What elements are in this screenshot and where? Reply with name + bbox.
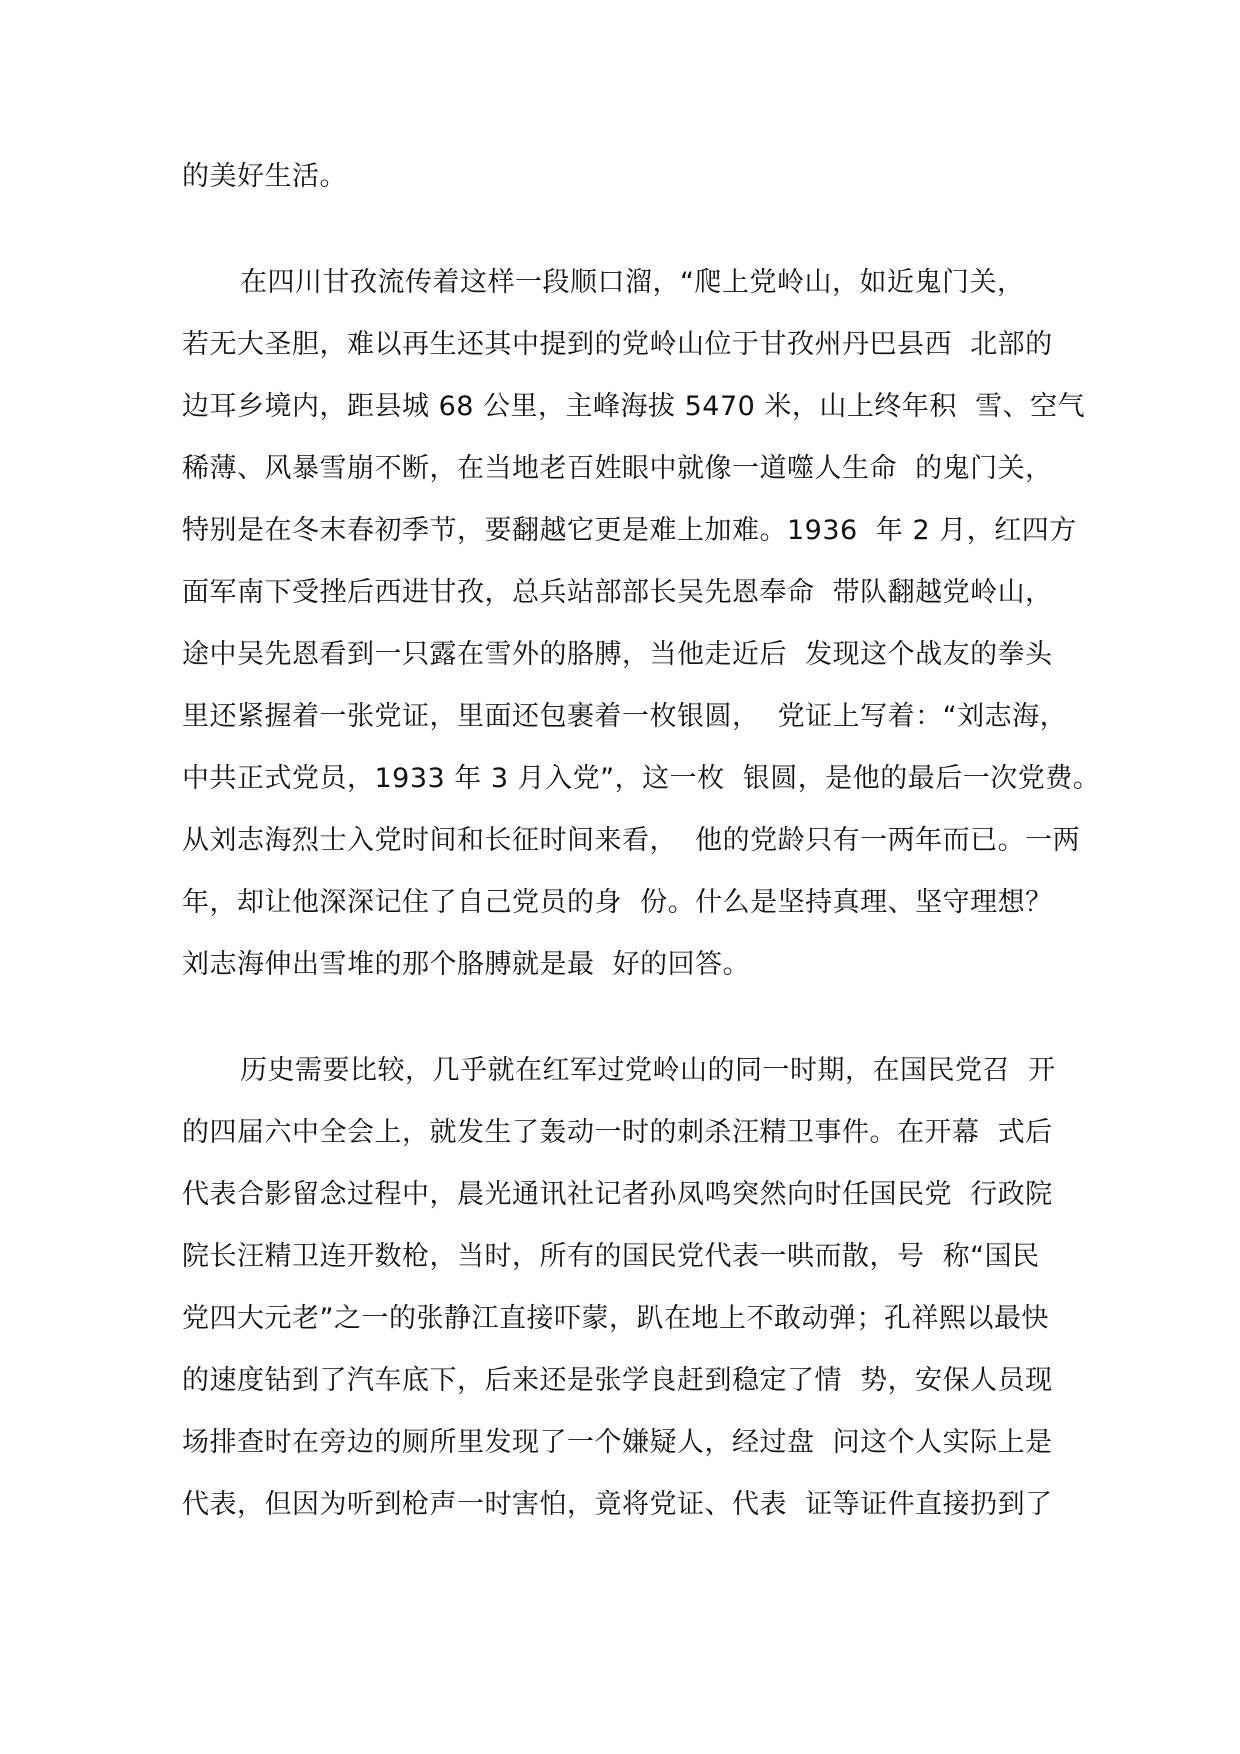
text-line: 场排查时在旁边的厕所里发现了一个嫌疑人，经过盘 问这个人实际上是 (182, 1427, 1053, 1458)
text-line: 在四川甘孜流传着这样一段顺口溜，“爬上党岭山，如近鬼门关， (240, 267, 1025, 298)
text-line: 代表，但因为听到枪声一时害怕，竟将党证、代表 证等证件直接扔到了 (182, 1489, 1053, 1520)
text-line: 途中吴先恩看到一只露在雪外的胳膊，当他走近后 发现这个战友的拳头 (182, 639, 1053, 670)
text-line: 里还紧握着一张党证，里面还包裹着一枚银圆， 党证上写着：“刘志海， (182, 701, 1068, 732)
text-line: 刘志海伸出雪堆的那个胳膊就是最 好的回答。 (182, 949, 751, 980)
paragraph-gap (182, 212, 1062, 256)
text-line: 年，却让他深深记住了自己党员的身 份。什么是坚持真理、坚守理想？ (182, 887, 1053, 918)
paragraph-gap (182, 1000, 1062, 1044)
text-line: 稀薄、风暴雪崩不断，在当地老百姓眼中就像一道噬人生命 的鬼门关， (182, 453, 1053, 484)
paragraph-3 (182, 1044, 1062, 1540)
paragraph-1 (182, 150, 1062, 212)
paragraph-2 (182, 256, 1101, 1000)
text-line: 若无大圣胆，难以再生还其中提到的党岭山位于甘孜州丹巴县西 北部的 (182, 329, 1053, 360)
text-line: 院长汪精卫连开数枪，当时，所有的国民党代表一哄而散，号 称“国民 (182, 1241, 1040, 1272)
text-line: 历史需要比较，几乎就在红军过党岭山的同一时期，在国民党召 开 (240, 1055, 1056, 1086)
text-line: 代表合影留念过程中，晨光通讯社记者孙凤鸣突然向时任国民党 行政院 (182, 1179, 1053, 1210)
text-line: 面军南下受挫后西进甘孜，总兵站部部长吴先恩奉命 带队翻越党岭山， (182, 577, 1053, 608)
text-line: 的四届六中全会上，就发生了轰动一时的刺杀汪精卫事件。在开幕 式后 (182, 1117, 1053, 1148)
text-line: 从刘志海烈士入党时间和长征时间来看， 他的党龄只有一两年而已。一两 (182, 825, 1081, 856)
text-line: 边耳乡境内，距县城 68 公里，主峰海拔 5470 米，山上终年积 雪、空气 (182, 391, 1086, 422)
text-line: 的速度钻到了汽车底下，后来还是张学良赶到稳定了情 势，安保人员现 (182, 1365, 1053, 1396)
document-body (182, 150, 1101, 1540)
text-line: 中共正式党员，1933 年 3 月入党”，这一枚 银圆，是他的最后一次党费。 (182, 763, 1101, 794)
text-line: 的美好生活。 (182, 161, 347, 192)
text-line: 党四大元老”之一的张静江直接吓蒙，趴在地上不敢动弹；孔祥熙以最快 (182, 1303, 1049, 1334)
text-line: 特别是在冬末春初季节，要翻越它更是难上加难。1936 年 2 月，红四方 (182, 515, 1077, 546)
